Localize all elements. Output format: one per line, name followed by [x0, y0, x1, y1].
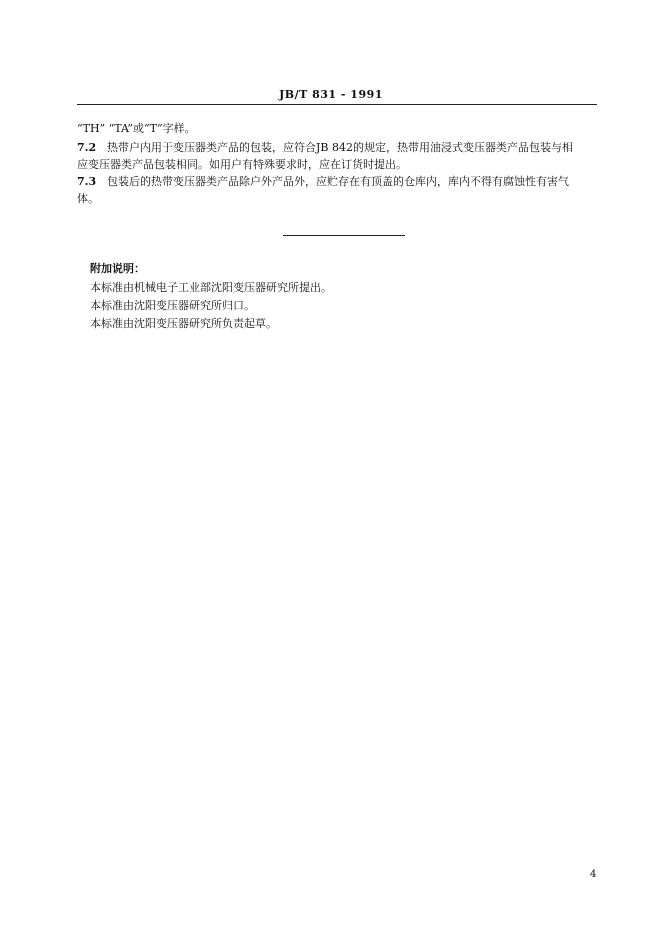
note-item: 本标准由沈阳变压器研究所归口。: [90, 299, 255, 312]
clause-7-3-number: 7.3: [77, 175, 97, 188]
clause-7-3-text-2: 体。: [77, 192, 99, 205]
note-item: 本标准由机械电子工业部沈阳变压器研究所提出。: [90, 281, 332, 294]
clause-7-3-text-1: 包装后的热带变压器类产品除户外产品外，应贮存在有顶盖的仓库内，库内不得有腐蚀性有害气: [107, 175, 569, 188]
clause-7-3-line-1: [77, 175, 569, 189]
standard-code-header: JB/T 831 - 1991: [279, 88, 383, 101]
end-of-text-rule: [283, 235, 405, 236]
clause-7-2-line-1: [77, 141, 573, 155]
notes-title: 附加说明：: [90, 262, 145, 275]
page-number: 4: [590, 869, 597, 880]
note-item: 本标准由沈阳变压器研究所负责起草。: [90, 317, 277, 330]
clause-7-2-text-2: 应变压器类产品包装相同。如用户有特殊要求时，应在订货时提出。: [77, 158, 407, 171]
clause-7-2-number: 7.2: [77, 141, 97, 154]
clause-7-2-text-1: 热带户内用于变压器类产品的包装，应符合JB 842的规定，热带用油浸式变压器类产品包装与相: [107, 141, 573, 154]
marking-text-line: “TH” “TA”或“T”字样。: [77, 122, 196, 135]
header-divider: [77, 104, 597, 105]
